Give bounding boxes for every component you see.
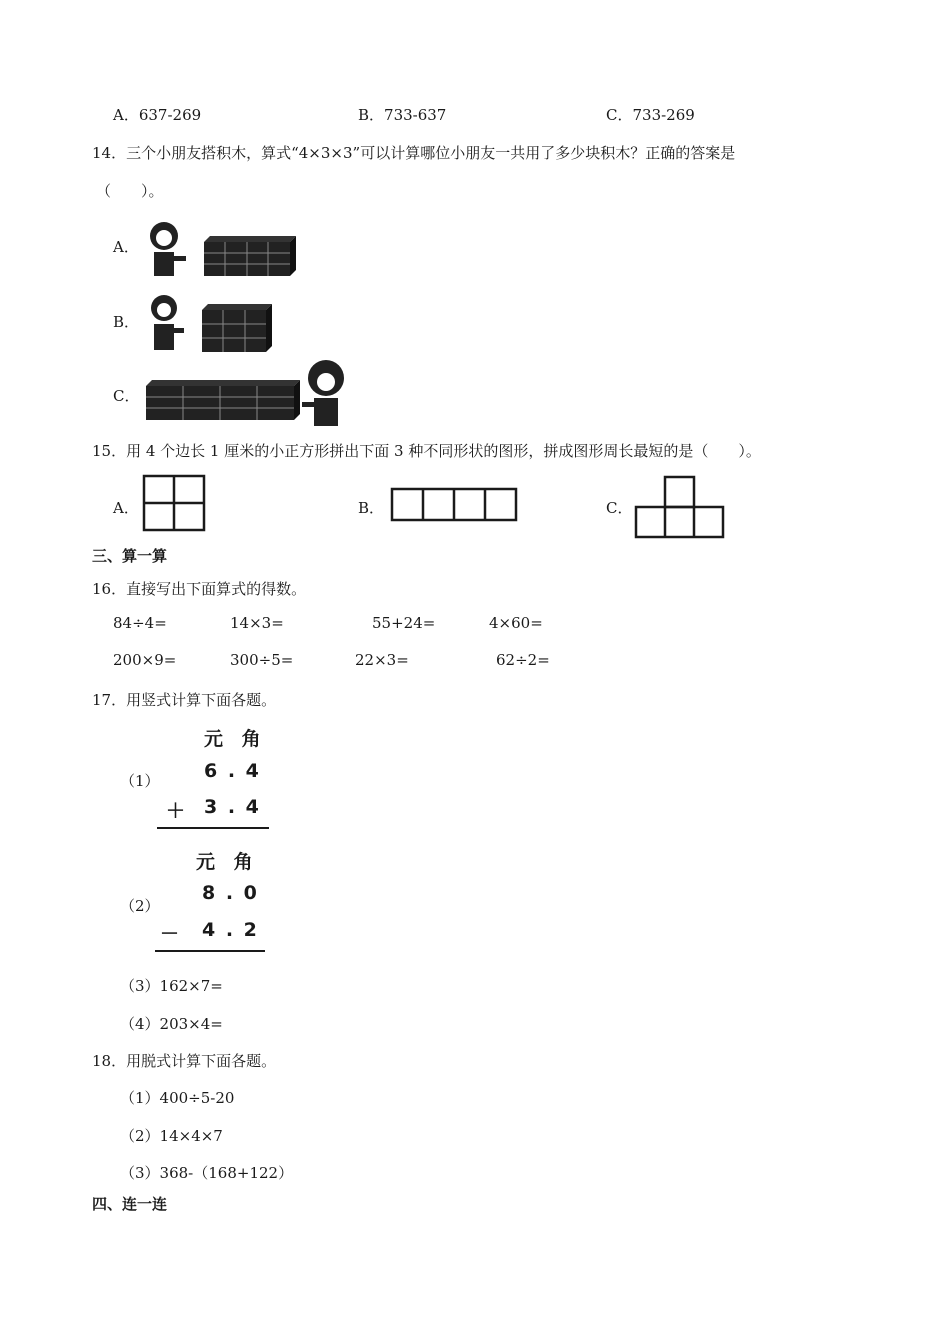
vertical-calc-header: 元 角 — [204, 728, 263, 750]
q16-expression: 55+24= — [372, 614, 436, 632]
vertical-calc-bottom: 4 . 2 — [202, 919, 259, 941]
q14-option-c[interactable]: C． — [113, 387, 140, 405]
q18-stem: 18．用脱式计算下面各题。 — [92, 1052, 277, 1070]
q16-expression: 14×3= — [230, 614, 284, 632]
q14-option-b[interactable]: B． — [113, 313, 140, 331]
q15-stem: 15．用 4 个边长 1 厘米的小正方形拼出下面 3 种不同形状的图形，拼成图形周长最短的是（ ）。 — [92, 442, 761, 460]
q16-expression: 22×3= — [355, 651, 409, 669]
child-figure-icon — [151, 295, 184, 350]
q14-option-b-illustration — [138, 288, 278, 354]
q18-part-3: （3）368-（168+122） — [120, 1164, 294, 1182]
child-figure-icon — [302, 360, 344, 426]
section-3-title: 三、算一算 — [92, 547, 168, 565]
q13-option-b[interactable]: B．733-637 — [358, 106, 447, 124]
vertical-calc-top: 6 . 4 — [204, 760, 261, 782]
q13-option-c[interactable]: C．733-269 — [606, 106, 695, 124]
q13-option-a[interactable]: A．637-269 — [113, 106, 202, 124]
q17-stem: 17．用竖式计算下面各题。 — [92, 691, 277, 709]
q17-part-4: （4）203×4= — [120, 1015, 223, 1033]
q16-expression: 4×60= — [489, 614, 543, 632]
q16-expression: 84÷4= — [113, 614, 167, 632]
q16-expression: 62÷2= — [496, 651, 550, 669]
q16-stem: 16．直接写出下面算式的得数。 — [92, 580, 307, 598]
q14-option-c-illustration — [142, 358, 352, 428]
vertical-calc-operator: － — [160, 923, 182, 945]
vertical-calc-top: 8 . 0 — [202, 882, 259, 904]
q14-blank: （ ）。 — [96, 182, 164, 200]
q16-expression: 200×9= — [113, 651, 177, 669]
q15-option-a[interactable]: A． — [113, 499, 139, 517]
vertical-calc-bottom: 3 . 4 — [204, 796, 261, 818]
q14-option-a[interactable]: A． — [113, 238, 139, 256]
q15-shape-row-1x4 — [391, 488, 519, 522]
q15-option-b[interactable]: B． — [358, 499, 385, 517]
section-4-title: 四、连一连 — [92, 1195, 168, 1213]
q18-part-1: （1）400÷5-20 — [120, 1089, 235, 1107]
q17-part-1-label: （1） — [120, 772, 160, 790]
q15-shape-square-2x2 — [143, 475, 207, 533]
q16-expression: 300÷5= — [230, 651, 294, 669]
q15-option-c[interactable]: C． — [606, 499, 633, 517]
vertical-calc-operator: ＋ — [166, 800, 188, 822]
q15-shape-t-form — [635, 476, 727, 540]
block-stack-icon — [146, 380, 300, 420]
vertical-calc-rule — [155, 950, 265, 952]
q14-stem: 14．三个小朋友搭积木，算式“4×3×3”可以计算哪位小朋友一共用了多少块积木？正确的答案是 — [92, 144, 736, 162]
child-figure-icon — [150, 222, 186, 276]
q17-part-3: （3）162×7= — [120, 977, 223, 995]
q17-part-2-label: （2） — [120, 897, 160, 915]
q14-option-a-illustration — [138, 212, 298, 278]
block-stack-icon — [204, 236, 296, 276]
vertical-calc-header: 元 角 — [196, 851, 255, 873]
vertical-calc-rule — [157, 827, 269, 829]
block-stack-icon — [202, 304, 272, 352]
q18-part-2: （2）14×4×7 — [120, 1127, 223, 1145]
